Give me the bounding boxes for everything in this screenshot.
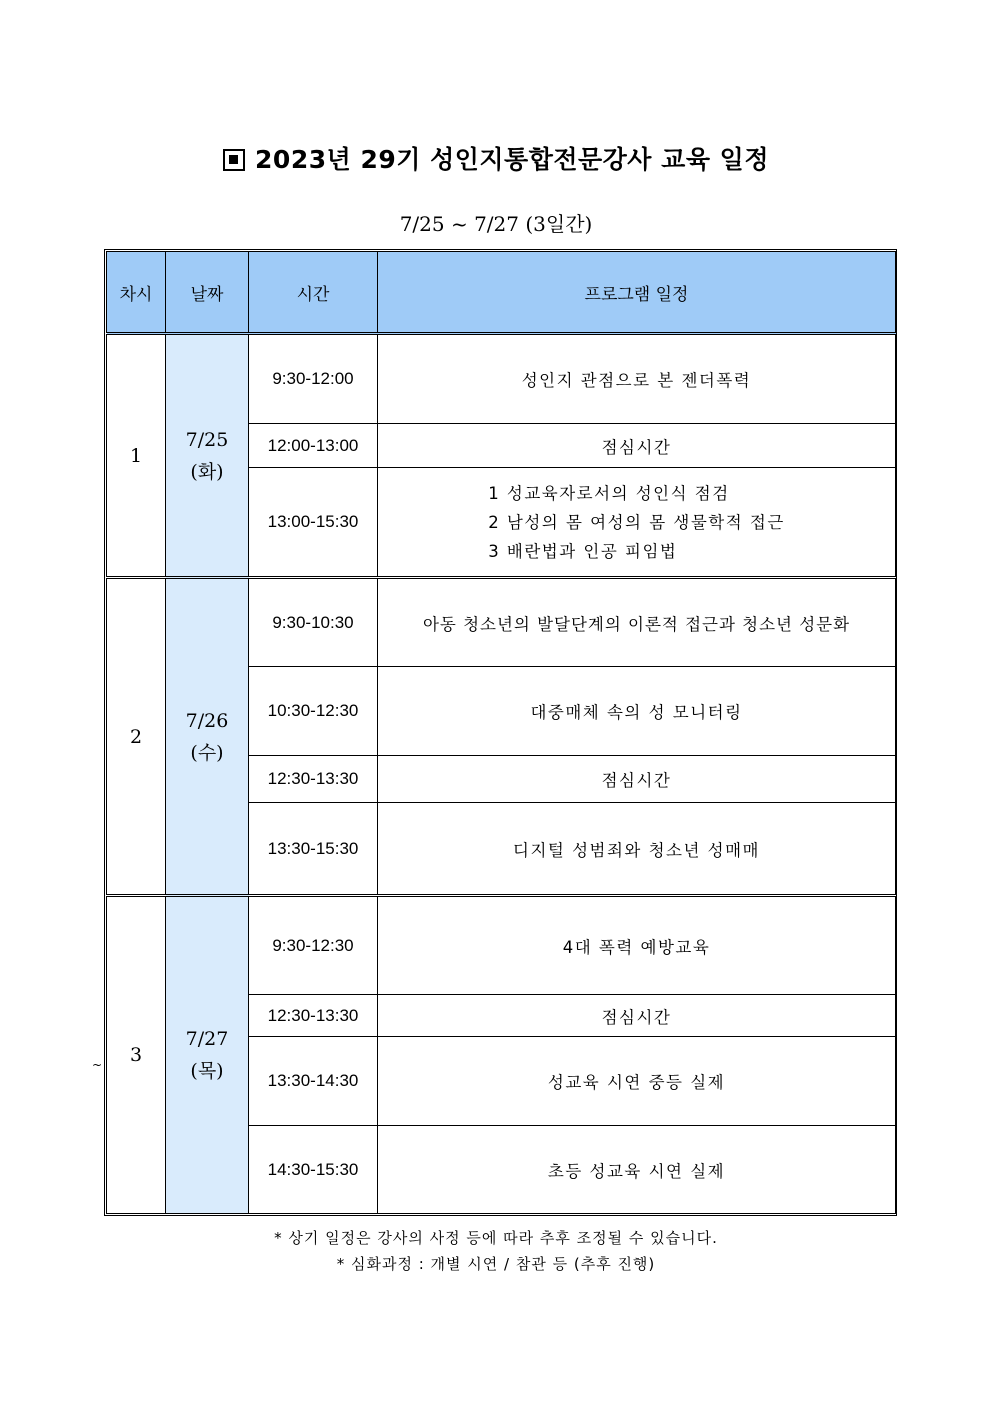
time-cell: 14:30-15:30 [249,1126,378,1214]
time-cell: 13:30-15:30 [249,803,378,896]
round-cell: 2 [107,578,166,896]
header-program: 프로그램 일정 [378,252,896,334]
program-cell: 점심시간 [378,424,896,468]
schedule-table [106,251,896,1214]
time-cell: 12:00-13:00 [249,424,378,468]
table-row [107,578,896,667]
table-row [107,896,896,995]
time-cell: 9:30-12:00 [249,334,378,424]
time-cell: 13:00-15:30 [249,468,378,578]
date-cell [166,578,249,896]
date-cell [166,896,249,1214]
footnotes [0,1225,992,1277]
date-label: 7/27 [185,1028,229,1050]
program-line: 2 남성의 몸 여성의 몸 생물학적 접근 [488,512,785,532]
date-cell [166,334,249,578]
time-cell: 10:30-12:30 [249,667,378,756]
time-cell: 9:30-10:30 [249,578,378,667]
program-cell: 4대 폭력 예방교육 [378,896,896,995]
program-cell: 대중매체 속의 성 모니터링 [378,667,896,756]
day-label: (화) [190,460,224,483]
program-cell: 디지털 성범죄와 청소년 성매매 [378,803,896,896]
day-label: (목) [190,1060,224,1082]
header-row [107,252,896,334]
page-title [0,140,992,176]
round-cell: 3 [107,896,166,1214]
time-cell: 12:30-13:30 [249,756,378,803]
time-cell: 12:30-13:30 [249,995,378,1037]
date-label: 7/26 [185,709,229,732]
program-cell [378,468,896,578]
time-cell: 13:30-14:30 [249,1037,378,1126]
program-line: 1 성교육자로서의 성인식 점검 [488,483,730,503]
date-range: 7/25 ~ 7/27 (3일간) [399,212,593,236]
stray-mark: ~ [92,1058,103,1072]
round-cell: 1 [107,334,166,578]
square-bullet-icon [223,149,245,171]
time-cell: 9:30-12:30 [249,896,378,995]
header-date: 날짜 [166,252,249,334]
program-cell: 성인지 관점으로 본 젠더폭력 [378,334,896,424]
footnote: * 심화과정 : 개별 시연 / 참관 등 (추후 진행) [336,1255,656,1273]
program-cell: 아동 청소년의 발달단계의 이론적 접근과 청소년 성문화 [378,578,896,667]
program-cell: 점심시간 [378,756,896,803]
program-cell: 성교육 시연 중등 실제 [378,1037,896,1126]
footnote: * 상기 일정은 강사의 사정 등에 따라 추후 조정될 수 있습니다. [274,1229,718,1247]
program-cell: 점심시간 [378,995,896,1037]
header-time: 시간 [249,252,378,334]
table-row [107,334,896,424]
program-cell: 초등 성교육 시연 실제 [378,1126,896,1214]
date-label: 7/25 [185,428,229,451]
program-line: 3 배란법과 인공 피임법 [488,541,678,561]
day-label: (수) [190,741,224,764]
header-round: 차시 [107,252,166,334]
title-text: 2023년 29기 성인지통합전문강사 교육 일정 [255,145,769,174]
